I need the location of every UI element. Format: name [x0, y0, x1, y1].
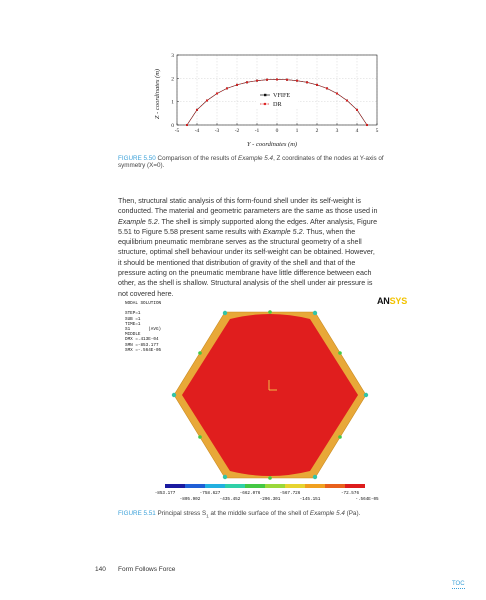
- ansys-logo-accent: SYS: [389, 296, 408, 306]
- y-tick-label: 0: [171, 123, 174, 129]
- figure-label: FIGURE 5.50: [118, 155, 156, 162]
- data-point-dr: [276, 78, 278, 80]
- colorbar-swatch: [325, 484, 345, 488]
- y-tick-label: 3: [171, 53, 174, 59]
- x-tick-label: 0: [275, 128, 279, 134]
- data-point-dr: [256, 80, 258, 82]
- colorbar-top-label: -567.726: [279, 491, 301, 496]
- colorbar-swatch: [245, 484, 265, 488]
- y-axis-label: Z - coordinates (m): [154, 68, 161, 120]
- colorbar-swatch: [225, 484, 245, 488]
- legend-label: DR: [273, 101, 282, 109]
- x-tick-label: 4: [355, 128, 359, 134]
- data-point-dr: [266, 79, 268, 81]
- figure-caption-5-51: [118, 510, 388, 518]
- data-point-dr: [186, 124, 188, 126]
- toc-link[interactable]: TOC: [452, 581, 465, 587]
- figure-caption-5-50: [118, 155, 388, 169]
- x-tick-label: -1: [254, 128, 260, 134]
- colorbar-bottom-label: -296.301: [259, 497, 281, 502]
- principal-stress-contour: [170, 310, 370, 480]
- colorbar-bottom-label: -145.151: [299, 497, 321, 502]
- x-tick-label: -3: [214, 128, 220, 134]
- caption-text-mid: at the middle surface of the shell of: [208, 510, 310, 517]
- colorbar-bottom-labels: [180, 497, 379, 502]
- paragraph-part-3: . Thus, when the equilibrium pneumatic membrane serves as the structural geometry of a shell structure, optimal shell behaviour under its self-weight can be obtained. However, it should be mentioned that distribution of gravity of the shell and that of the pressure acting on the pneumatic membrane have little difference between each other, as the shell is shallow. Structural analysis of the shell under air pressure is not covered here.: [118, 227, 375, 298]
- x-tick-label: 5: [375, 128, 379, 134]
- colorbar-top-label: -72.576: [340, 491, 360, 496]
- y-tick-label: 1: [171, 99, 174, 106]
- colorbar-swatch: [285, 484, 305, 488]
- paragraph-part-2: . The shell is simply supported along the edges. After analysis, Figure 5.51 to Figure 5.58 present same results with: [118, 217, 378, 236]
- data-point-dr: [366, 124, 368, 126]
- running-footer-title: Form Follows Force: [118, 566, 176, 573]
- page-number: 140: [95, 566, 106, 573]
- caption-subscript: 1: [206, 513, 209, 519]
- data-point-dr: [236, 84, 238, 86]
- colorbar-bottom-label: -805.902: [179, 497, 201, 502]
- colorbar-top-label: -853.177: [154, 491, 176, 496]
- colorbar-swatch: [265, 484, 285, 488]
- colorbar-top-label: -662.076: [239, 491, 261, 496]
- y-tick-labels: [171, 53, 179, 129]
- caption-text-tail: , Z coordinates of the nodes at Y-axis of symmetry (X=0).: [118, 155, 384, 169]
- data-point-dr: [286, 79, 288, 81]
- paragraph-part-1: Then, structural static analysis of this form-found shell under its self-weight is conducted. The material and geometric parameters are the same as those used in: [118, 197, 378, 216]
- nodal-solution-info: NODAL SOLUTION STEP=1 SUB =1 TIME=1 S1 (AVG) MIDDLE DMX =.413E-04 SMN =-853.177 SMX =-.564E-05: [125, 301, 162, 353]
- legend-marker: [264, 103, 266, 105]
- ansys-logo: [377, 296, 407, 306]
- x-tick-label: 3: [335, 128, 339, 134]
- data-point-dr: [316, 84, 318, 86]
- x-tick-label: -2: [234, 128, 240, 134]
- caption-example-ref: Example 5.4: [309, 510, 345, 517]
- colorbar-swatch: [165, 484, 185, 488]
- z-coordinates-chart: [150, 52, 390, 162]
- colorbar-bottom-label: -435.452: [219, 497, 241, 502]
- x-tick-labels: [175, 123, 379, 134]
- data-point-dr: [306, 81, 308, 83]
- colorbar-swatch: [185, 484, 205, 488]
- x-axis-label: Y - coordinates (m): [246, 141, 298, 148]
- colorbar-swatch: [305, 484, 325, 488]
- x-tick-label: -4: [194, 128, 200, 134]
- x-tick-label: -5: [174, 128, 180, 134]
- data-point-dr: [196, 109, 198, 111]
- x-tick-label: 1: [295, 128, 299, 134]
- y-tick-label: 2: [171, 76, 174, 83]
- colorbar-swatch: [345, 484, 365, 488]
- example-ref-2: Example 5.2: [262, 227, 303, 236]
- data-point-dr: [206, 99, 208, 101]
- body-paragraph: [118, 196, 380, 299]
- x-tick-label: 2: [315, 128, 319, 134]
- caption-example-ref: Example 5.4: [238, 155, 274, 162]
- data-point-dr: [356, 109, 358, 111]
- figure-label: FIGURE 5.51: [118, 510, 156, 517]
- colorbar-bottom-label: -.564E-05: [355, 497, 379, 502]
- caption-text: Principal stress S: [157, 510, 207, 517]
- ansys-logo-main: AN: [377, 296, 390, 306]
- data-point-dr: [216, 92, 218, 94]
- data-point-dr: [226, 87, 228, 89]
- data-point-dr: [336, 92, 338, 94]
- legend-label: VFIFE: [273, 92, 291, 100]
- colorbar-top-labels: [155, 491, 360, 496]
- colorbar-top-label: -758.627: [199, 491, 221, 496]
- colorbar-swatch: [205, 484, 225, 488]
- data-point-dr: [326, 87, 328, 89]
- chart-legend: [256, 88, 298, 108]
- stress-colorbar: [154, 484, 379, 506]
- data-point-dr: [346, 99, 348, 101]
- caption-text: Comparison of the results of: [157, 155, 239, 162]
- colorbar-swatches: [165, 484, 365, 488]
- example-ref-1: Example 5.2: [118, 217, 158, 226]
- legend-marker: [264, 94, 266, 96]
- data-point-dr: [296, 80, 298, 82]
- data-point-dr: [246, 81, 248, 83]
- caption-text-tail: (Pa).: [344, 510, 361, 517]
